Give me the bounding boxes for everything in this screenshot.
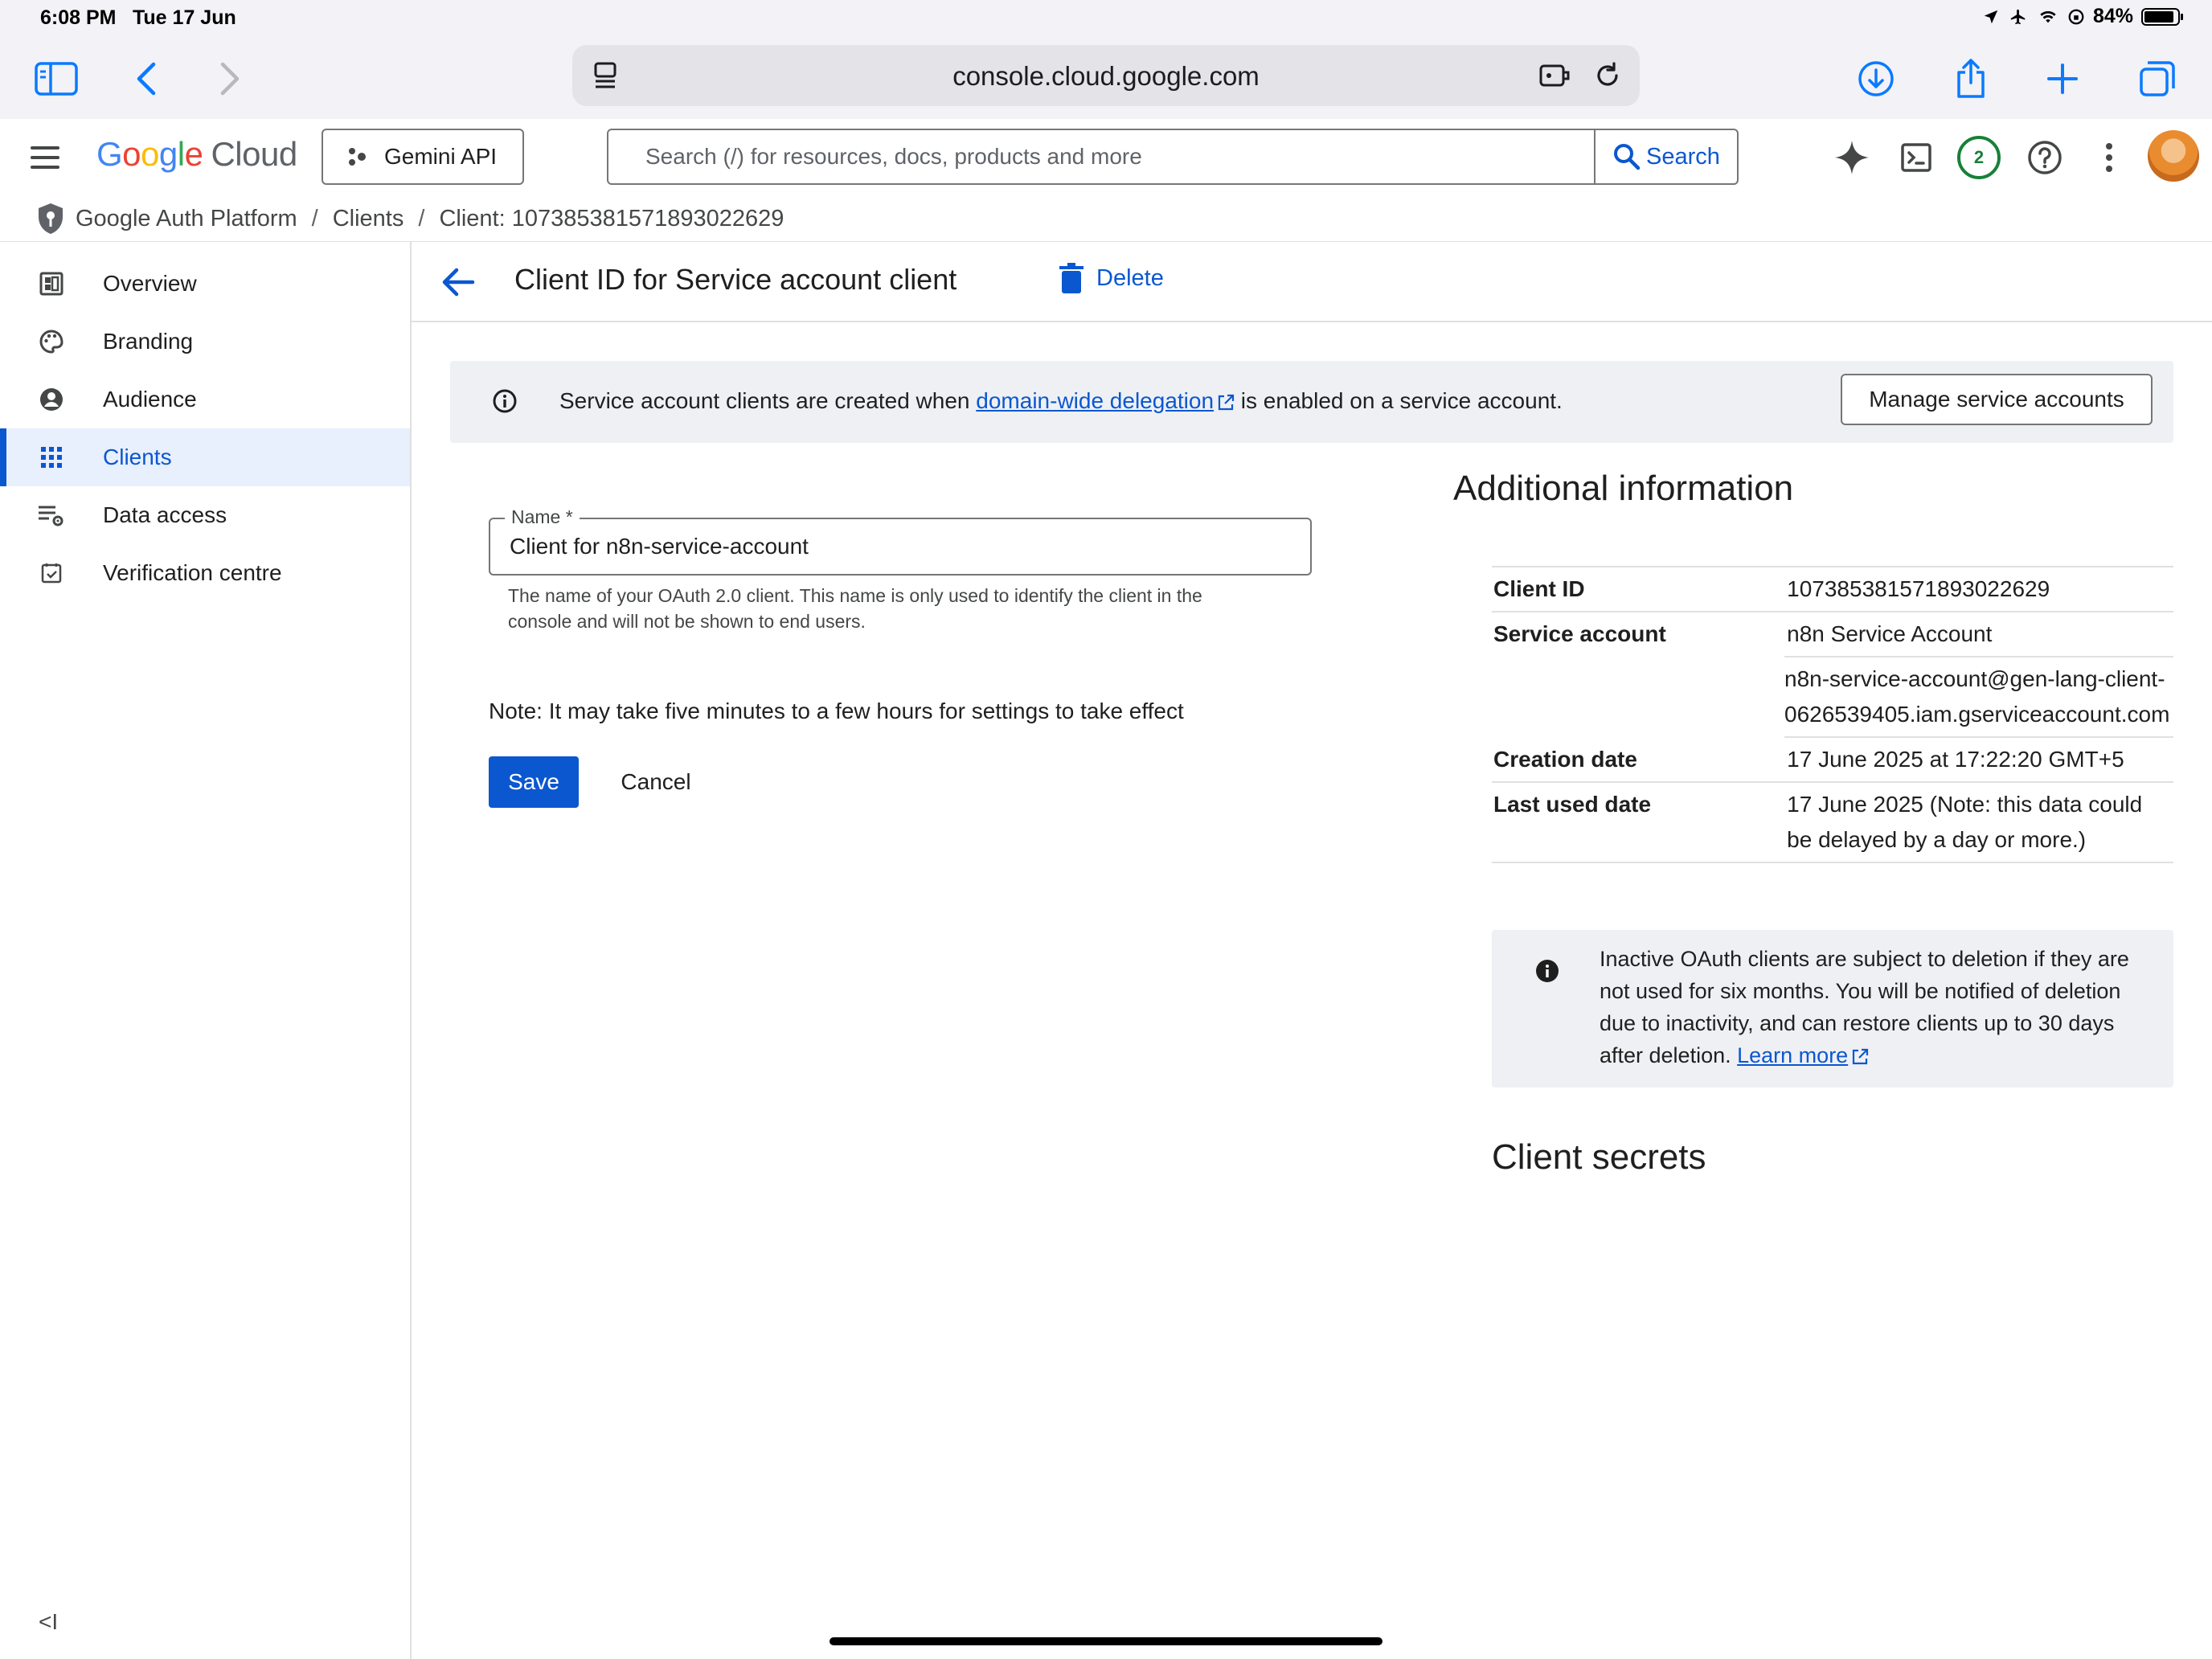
shield-key-icon [35,202,66,236]
more-options-button[interactable] [2085,133,2133,182]
service-account-email: n8n-service-account@gen-lang-client-0626539405.iam.gserviceaccount.com [1784,666,2170,727]
breadcrumb [0,196,2212,242]
last-used-date-value: 17 June 2025 (Note: this data could be delayed by a day or more.) [1787,792,2143,852]
inactive-clients-notice [1492,930,2173,1088]
sidebar-icon [35,62,78,96]
domain-wide-delegation-link[interactable]: domain-wide delegation [976,388,1215,413]
sidebar-toggle-button[interactable] [31,53,82,104]
creation-date-value: 17 June 2025 at 17:22:20 GMT+5 [1787,747,2124,772]
reload-icon[interactable] [1593,61,1622,90]
info-key: Client ID [1493,576,1585,601]
info-outline-icon [492,388,518,414]
account-circle-icon [37,385,66,414]
palette-icon [37,327,66,356]
hamburger-icon [31,146,59,150]
sidebar-item-overview[interactable] [0,255,410,313]
service-account-name: n8n Service Account [1787,621,1993,646]
tabs-overview-button[interactable] [2132,53,2183,104]
tabs-icon [2138,59,2177,98]
share-button[interactable] [1945,53,1997,104]
help-icon [2027,140,2062,175]
breadcrumb-separator: / [418,205,425,231]
back-button[interactable] [121,53,172,104]
project-name: Gemini API [384,144,498,169]
info-row-client-id [1492,567,2173,612]
search-icon [1612,142,1641,171]
notifications-count: 2 [1957,136,2001,179]
address-bar[interactable] [572,45,1640,106]
apps-grid-icon [37,443,66,472]
main-menu-button[interactable] [24,137,66,178]
external-link-icon [1217,394,1235,412]
project-picker-button[interactable] [322,129,524,185]
external-link-icon [1851,1048,1869,1066]
location-icon [1982,8,2000,26]
client-secrets-heading: Client secrets [1492,1137,1706,1177]
info-row-service-account-email [1784,656,2173,738]
status-time: 6:08 PM [40,6,117,29]
info-filled-icon [1535,959,1559,983]
sidebar-item-audience[interactable] [0,371,410,428]
sparkle-icon [1833,139,1870,176]
info-key: Last used date [1493,792,1652,817]
status-indicators [1982,5,2180,28]
breadcrumb-separator: / [311,205,318,231]
battery-percentage: 84% [2092,5,2133,27]
sidebar-item-label: Branding [103,329,194,354]
sidebar-item-branding[interactable] [0,313,410,371]
delete-button[interactable] [1059,263,1164,293]
url-text: console.cloud.google.com [952,61,1260,91]
sidebar-item-data-access[interactable] [0,486,410,544]
notifications-button[interactable] [1955,133,2003,182]
downloads-button[interactable] [1850,53,1902,104]
collapse-sidebar-button[interactable]: <I [39,1609,59,1634]
info-row-service-account [1492,612,2173,656]
sidebar-item-label: Verification centre [103,560,282,585]
chevron-right-icon [218,61,242,96]
client-id-value: 107385381571893022629 [1787,576,2050,601]
info-key: Creation date [1493,747,1637,772]
main-content [412,242,2212,1659]
save-button[interactable]: Save [489,756,579,808]
breadcrumb-auth-platform[interactable]: Google Auth Platform [76,205,297,231]
cancel-button[interactable]: Cancel [621,769,691,794]
status-date: Tue 17 Jun [133,6,236,29]
project-dots-icon [346,145,368,168]
inactive-notice-text: Inactive OAuth clients are subject to deletion if they are not used for six months. You will be notified of deletion due to inactivity, and can restore clients up to 30 days after deletion. Learn more [1600,947,2129,1067]
learn-more-link[interactable]: Learn more [1737,1043,1849,1067]
battery-icon [2141,8,2180,26]
forward-button[interactable] [204,53,256,104]
ios-status-bar [0,0,2212,39]
verified-checkbox-icon [37,559,66,588]
back-arrow-icon[interactable] [440,264,476,300]
gemini-button[interactable] [1828,133,1876,182]
client-name-input[interactable] [490,519,1310,574]
breadcrumb-current-client: Client: 107385381571893022629 [439,205,784,231]
download-icon [1857,59,1895,98]
sidebar-item-label: Data access [103,502,227,527]
avatar[interactable] [2148,130,2199,182]
sidebar-item-clients[interactable] [0,428,410,486]
additional-information-heading: Additional information [1453,469,1794,508]
page-header [412,242,2212,322]
delete-label: Delete [1096,264,1164,291]
client-name-help-text: The name of your OAuth 2.0 client. This name is only used to identify the client in the console and will not be shown to end users. [508,585,1202,632]
banner-text: Service account clients are created when domain-wide delegation is enabled on a service account. [559,388,1563,413]
search-input[interactable] [608,130,1597,183]
cloud-shell-button[interactable] [1892,133,1940,182]
terminal-icon [1900,141,1932,174]
info-banner [450,361,2173,443]
airplane-icon [2008,8,2029,26]
info-row-creation-date [1492,738,2173,783]
manage-service-accounts-button[interactable]: Manage service accounts [1841,374,2153,425]
help-button[interactable] [2021,133,2069,182]
info-key: Service account [1493,621,1666,646]
data-settings-icon [37,501,66,530]
safari-toolbar [0,39,2212,120]
sidebar-nav [0,242,412,1659]
settings-note: Note: It may take five minutes to a few hours for settings to take effect [489,698,1184,723]
console-header [0,119,2212,197]
sidebar-item-verification-centre[interactable] [0,544,410,602]
search-button-label: Search [1646,143,1720,170]
chevron-left-icon [134,61,158,96]
search-button[interactable] [1594,130,1737,183]
dashboard-icon [37,269,66,298]
share-icon [1954,58,1988,100]
info-row-last-used-date [1492,783,2173,863]
new-tab-button[interactable] [2037,53,2088,104]
page-title: Client ID for Service account client [514,263,957,296]
client-name-field [489,506,1312,576]
orientation-lock-icon [2067,8,2085,26]
additional-information-table [1492,566,2173,863]
client-name-label: Name * [505,506,580,528]
search-bar [607,129,1739,185]
plus-icon [2046,62,2079,96]
extension-icon[interactable] [1538,61,1572,90]
wifi-icon [2037,8,2059,26]
sidebar-item-label: Audience [103,387,197,412]
breadcrumb-clients[interactable]: Clients [332,205,404,231]
home-indicator [830,1637,1382,1645]
google-cloud-logo[interactable]: Google Cloud [96,135,297,173]
more-vert-icon [2104,141,2114,174]
sidebar-item-label: Overview [103,271,197,296]
trash-icon [1059,263,1083,293]
sidebar-item-label: Clients [103,444,172,469]
